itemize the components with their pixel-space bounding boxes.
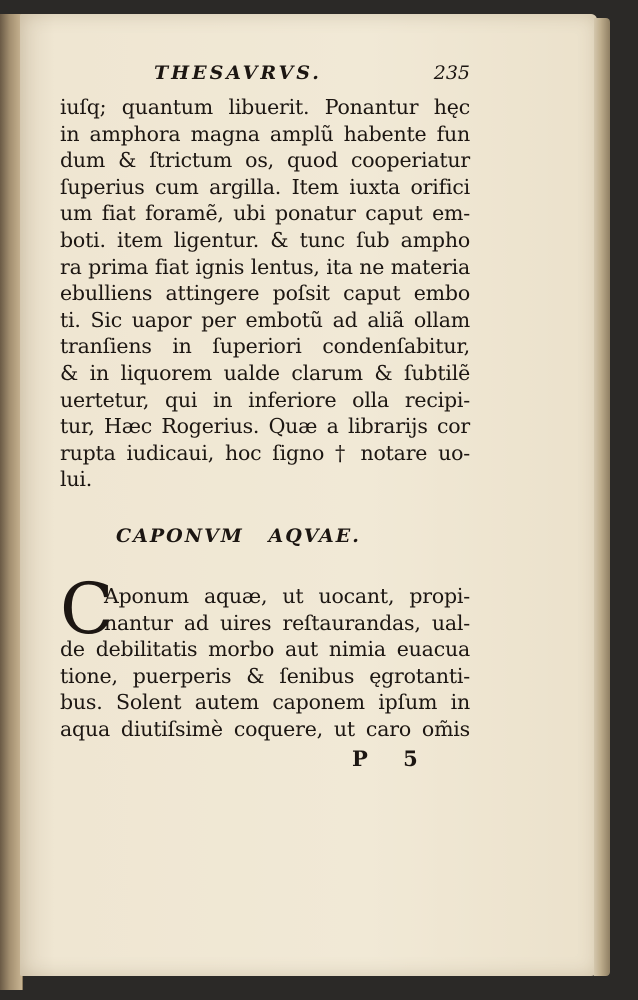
section-paragraph bbox=[60, 567, 470, 743]
text-line: tur, Hæc Rogerius. Quæ a librarijs cor bbox=[60, 414, 470, 439]
text-line: & in liquorem ualde clarum & ſubtilẽ bbox=[60, 360, 470, 385]
text-line: ſuperius cum argilla. Item iuxta orifici bbox=[60, 174, 470, 199]
text-line: aqua diutiſsimè coquere, ut caro om̃is bbox=[60, 716, 470, 741]
page-text-block bbox=[60, 62, 470, 772]
text-line: boti. item ligentur. & tunc ſub ampho bbox=[60, 227, 470, 252]
text-line: bus. Solent autem caponem ipſum in bbox=[60, 690, 470, 715]
text-line: dum & ſtrictum os, quod cooperiatur bbox=[60, 148, 470, 173]
running-title: THESAVRVS. bbox=[154, 62, 322, 84]
paragraph-continuation bbox=[60, 94, 470, 493]
text-line: uertetur, qui in inferiore olla recipi- bbox=[60, 387, 470, 412]
text-line: Aponum aquæ, ut uocant, propi- bbox=[104, 583, 470, 608]
section-heading-text: CAPONVM AQVAE. bbox=[116, 524, 361, 547]
running-head bbox=[60, 62, 470, 94]
text-line: ebulliens attingere poſsit caput embo bbox=[60, 281, 470, 306]
text-line: de debilitatis morbo aut nimia euacua bbox=[60, 637, 470, 662]
drop-cap-initial: C bbox=[60, 567, 114, 650]
text-line: in amphora magna amplũ habente fun bbox=[60, 121, 470, 146]
section-heading bbox=[60, 521, 470, 583]
text-line: ra prima fiat ignis lentus, ita ne materia bbox=[60, 254, 470, 279]
text-line: lui. bbox=[60, 467, 93, 492]
text-line: tione, puerperis & ſenibus ęgrotanti- bbox=[60, 663, 470, 688]
text-line: ti. Sic uapor per embotũ ad aliã ollam bbox=[60, 307, 470, 332]
text-line: tranſiens in ſuperiori condenſabitur, bbox=[60, 334, 470, 359]
page-fore-edge bbox=[594, 18, 610, 976]
text-line: um fiat foramẽ, ubi ponatur caput em- bbox=[60, 201, 470, 226]
signature-line bbox=[60, 742, 470, 772]
text-line: nantur ad uires reſtaurandas, ual- bbox=[104, 610, 470, 635]
page-number: 235 bbox=[433, 62, 470, 84]
signature-mark: P 5 bbox=[352, 746, 432, 772]
text-line: rupta iudicaui, hoc ſigno † notare uo- bbox=[60, 440, 470, 465]
text-line: iuſq; quantum libuerit. Ponantur hęc bbox=[60, 95, 470, 119]
